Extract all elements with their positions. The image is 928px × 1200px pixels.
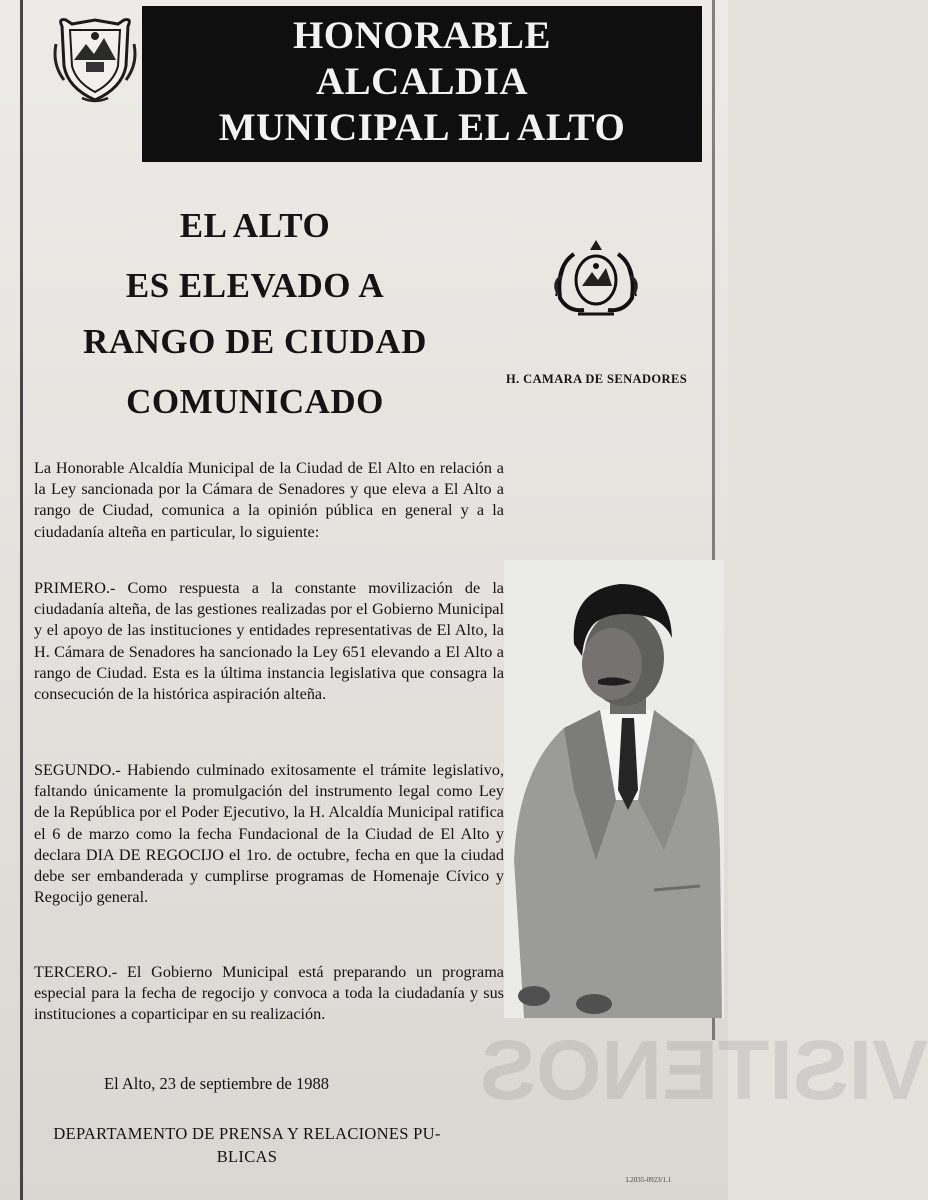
tercero-paragraph: TERCERO.- El Gobierno Municipal está preparando un programa especial para la fecha de regocijo y convoca a toda la ciudadanía y sus instituciones a coparticipar en su realización. [34,963,504,1024]
date-line: El Alto, 23 de septiembre de 1988 [104,1074,329,1093]
reverse-page-bleed: VISITENOS [480,1023,928,1117]
print-code: L2035-0923/1.1 [626,1176,672,1184]
senate-label: H. CAMARA DE SENADORES [506,372,688,386]
headline-line-2: ES ELEVADO A [125,266,385,305]
headline-line-1: EL ALTO [179,206,331,245]
banner-title-line-2: ALCALDIA [315,60,529,103]
mayor-photo [504,560,724,1018]
header-banner [142,6,702,162]
headline-comunicado: COMUNICADO [126,382,384,421]
primero-paragraph: PRIMERO.- Como respuesta a la constante movilización de la ciudadanía alteña, de las gestiones realizadas por el Gobierno Municipal y el apoyo de las instituciones y entidades representativas de El Alto, la H. Cámara de Senadores ha sancionado la Ley 651 elevando a El Alto a rango de Ciudad. Esta es la última instancia legislativa que consagra la consecución de la histórica aspiración alteña. [34,579,504,704]
municipal-crest-icon [52,14,138,104]
banner-title-line-1: HONORABLE [292,14,552,57]
left-border-rule [20,0,23,1200]
department-signature [6,1122,488,1168]
banner-title-line-3: MUNICIPAL EL ALTO [218,106,626,149]
bolivia-coat-of-arms-icon [548,236,644,320]
segundo-paragraph: SEGUNDO.- Habiendo culminado exitosamente el trámite legislativo, faltando únicamente la promulgación del instrumento legal como Ley de la República por el Poder Ejecutivo, la H. Alcaldía Municipal ratifica el 6 de marzo como la fecha Fundacional de la Ciudad de El Alto y declara DIA DE REGOCIJO el 1ro. de octubre, fecha en que la ciudad debe ser embanderada y cumplirse programas de Homenaje Cívico y Regocijo general. [34,761,504,907]
department-line-2: BLICAS [216,1147,278,1166]
headline-line-3: RANGO DE CIUDAD [83,322,427,361]
intro-paragraph: La Honorable Alcaldía Municipal de la Ciudad de El Alto en relación a la Ley sancionada por la Cámara de Senadores y que eleva a El Alto a rango de Ciudad, comunica a la opinión pública en general y a la ciudadanía alteña en particular, lo siguiente: [34,459,504,541]
department-line-1: DEPARTAMENTO DE PRENSA Y RELACIONES PU- [53,1124,441,1143]
